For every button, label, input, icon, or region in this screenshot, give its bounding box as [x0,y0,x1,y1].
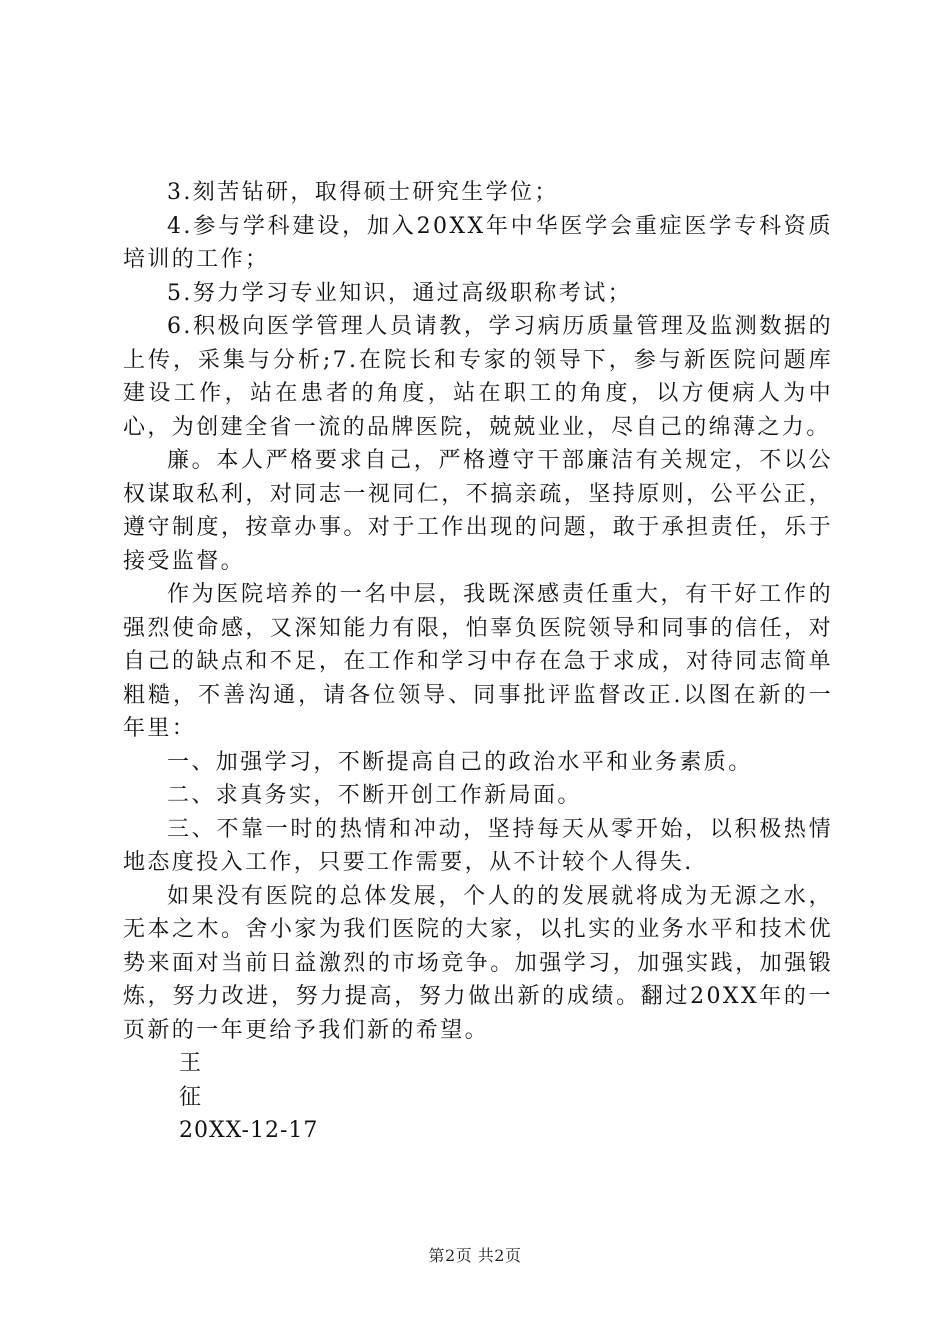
paragraph-plan-2: 二、求真务实，不断开创工作新局面。 [167,783,582,808]
paragraph-item-6-7: 6.积极向医学管理人员请教，学习病历质量管理及监测数据的上传，采集与分析;7.在院长和专家的领导下，参与新医院问题库建设工作，站在患者的角度，站在职工的角度，以方便病人为中心，为创建全省一流的品牌医院，兢兢业业，尽自己的绵薄之力。 [123,314,833,440]
signature-name-line-1: 王 [179,1051,203,1076]
paragraph-plan-3: 三、不靠一时的热情和冲动，坚持每天从零开始，以积极热情地态度投入工作，只要工作需要，从不计较个人得失. [123,816,833,875]
signature-date: 20XX-12-17 [179,1118,319,1143]
paragraph-conclusion: 如果没有医院的总体发展，个人的的发展就将成为无源之水，无本之木。舍小家为我们医院的大家，以扎实的业务水平和技术优势来面对当前日益激烈的市场竞争。加强学习，加强实践，加强锻炼，努力改进，努力提高，努力做出新的成绩。翻过20XX年的一页新的一年更给予我们新的希望。 [123,883,833,1043]
paragraph-self-reflection: 作为医院培养的一名中层，我既深感责任重大，有干好工作的强烈使命感，又深知能力有限，怕辜负医院领导和同事的信任，对自己的缺点和不足，在工作和学习中存在急于求成，对待同志简单粗糙，不善沟通，请各位领导、同事批评监督改正.以图在新的一年里： [123,582,833,741]
document-body [123,176,833,1148]
paragraph-item-5: 5.努力学习专业知识，通过高级职称考试； [167,280,632,306]
paragraph-integrity: 廉。本人严格要求自己，严格遵守干部廉洁有关规定，不以公权谋取私利，对同志一视同仁，不搞亲疏，坚持原则，公平公正，遵守制度，按章办事。对于工作出现的问题，敢于承担责任，乐于接受监督。 [123,448,833,574]
page-footer: 第2页 共2页 [428,1246,522,1265]
signature-name-line-2: 征 [179,1084,203,1110]
paragraph-item-3: 3.刻苦钻研，取得硕士研究生学位； [167,180,559,205]
paragraph-plan-1: 一、加强学习，不断提高自己的政治水平和业务素质。 [167,749,753,775]
paragraph-item-4: 4.参与学科建设，加入20XX年中华医学会重症医学专科资质培训的工作； [123,213,833,272]
